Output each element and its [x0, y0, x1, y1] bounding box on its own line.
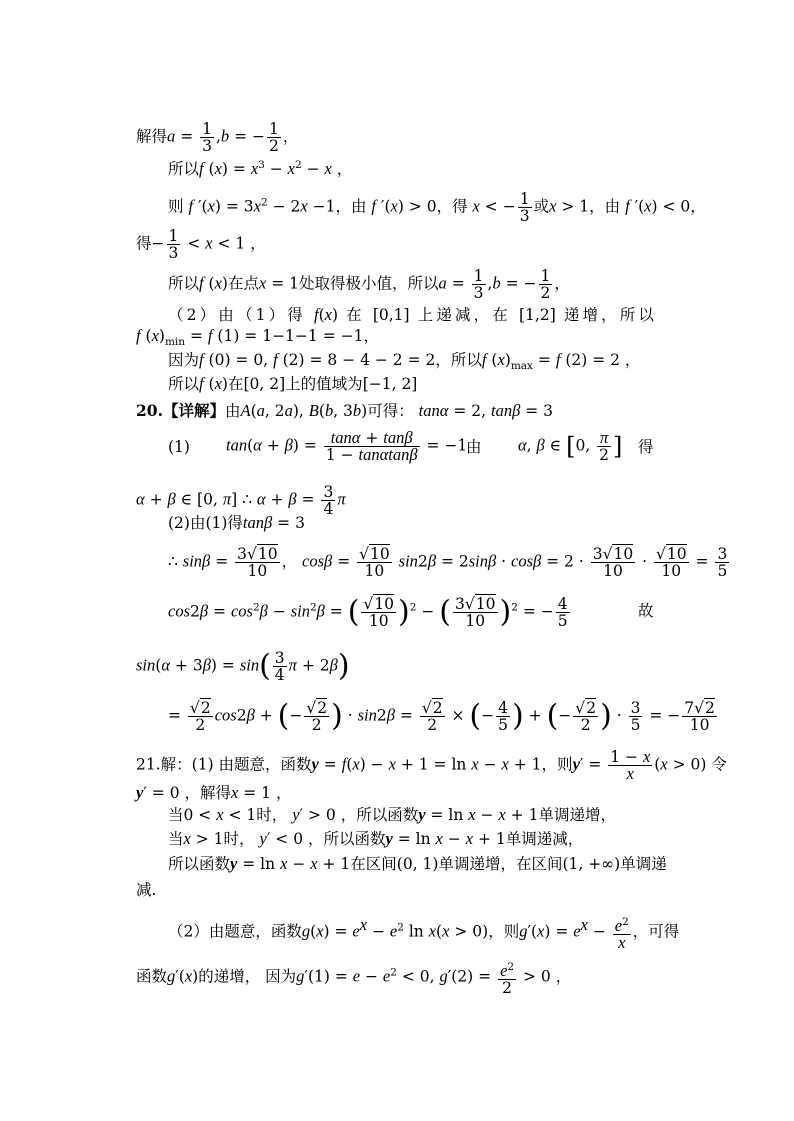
- text: 在点: [227, 274, 259, 293]
- text: 的递增， 因为: [198, 967, 297, 986]
- text: 当: [168, 830, 184, 848]
- text: ，由: [589, 197, 621, 216]
- q21-line3: 当0 < x < 1时， y′ > 0 ，所以函数y = ln x − x + 1单调递增，: [168, 805, 616, 824]
- text: （2）由题意，函数: [168, 922, 302, 941]
- text: 或: [533, 197, 550, 216]
- text: 时，: [223, 830, 255, 848]
- text: 单调递增，: [538, 806, 616, 824]
- text: 处取得极小值，所以: [299, 274, 439, 293]
- text: 则: [168, 197, 184, 216]
- text: 得: [638, 438, 654, 456]
- text: (2)由(1)得: [168, 514, 243, 532]
- text: 单调递减，: [505, 830, 584, 848]
- text: 上的值域为: [285, 375, 363, 393]
- q21-line2: y′ = 0 ，解得x = 1 ，: [136, 783, 292, 802]
- text: 可得：: [367, 402, 414, 420]
- q20-final: = $\frac{√2}{2}$ cos2β + (− $\frac{√2}{2}$ ) · sin2β = $\frac{√2}{2}$ × (− $\frac{4}{5}$ ) + (− $\frac{√2}{2}$ ) · $\frac{3}{5}$ = − $\frac{7√2}{10}$: [168, 698, 715, 734]
- text: 由: [466, 438, 482, 456]
- text: 所以: [168, 160, 200, 179]
- tag: 【详解】: [162, 401, 225, 420]
- text: 在区间: [350, 855, 397, 873]
- q20-range: α, β ∈ [0, $\frac{\pi}{2}$ ]: [518, 428, 623, 464]
- text: ，则: [541, 755, 573, 774]
- text: ，得: [436, 197, 468, 216]
- text: 函数: [136, 967, 168, 986]
- text: 递增，所以: [563, 306, 654, 324]
- line-fx: 所以f $(x) = x^3 - x^2 - x$ ，: [168, 159, 353, 179]
- q21-line4: 当x > 1时， y′ < 0 ，所以函数y = ln x − x + 1单调递减，: [168, 829, 584, 848]
- text: 上递减，在: [417, 306, 511, 324]
- text: （2）由（1）得: [168, 306, 306, 324]
- q20-sin-cos: ∴ sinβ = $\frac{3√10}{10}$ ， cosβ = $\frac{√10}{10}$ sin2β = 2sinβ · cosβ = 2 · $\frac{3√10}{10}$ · $\frac{√10}{10}$ = $\frac{3}{5}$: [168, 545, 728, 580]
- text: ，: [690, 197, 706, 216]
- text: 在: [346, 306, 365, 324]
- text: (1): [168, 438, 190, 456]
- q20-p1-label: [168, 437, 190, 457]
- text: 时，: [256, 806, 288, 824]
- q20-tan-sum: tan(α + β) = $\frac{\tan\alpha + \tan\beta}{1 - \tan\alpha\tan\beta}$ = −1: [226, 428, 468, 464]
- q20-you: [466, 437, 482, 457]
- text: ，由: [335, 197, 367, 216]
- q20-gu: [638, 601, 654, 621]
- q21-line5: 所以函数y = ln x − x + 1在区间(0, 1)单调递增，在区间(1, +∞)单调递: [168, 854, 667, 873]
- text: 减.: [136, 881, 157, 899]
- q20-cos2b: $\cos 2\beta = \cos^2\beta - \sin^2\beta$ = ( $\frac{√10}{10}$ )$^2$ − ( $\frac{3√10}{10}$ )$^2$ = − $\frac{4}{5}$: [168, 594, 568, 630]
- q20-p2-head: (2)由(1)得tanβ = 3: [168, 513, 305, 532]
- text: 得: [136, 234, 152, 253]
- text: 解得: [136, 127, 168, 146]
- text: 令: [711, 755, 727, 774]
- text: 所以: [168, 274, 200, 293]
- question-number: 21.: [136, 755, 161, 774]
- text: 单调递: [620, 855, 667, 873]
- text: 因为: [168, 351, 200, 369]
- line-part2: （2）由（1）得 f(x) 在 [0,1] 上递减，在 [1,2] 递增，所以: [168, 305, 654, 324]
- q20-head: 20.【详解】由A(a, 2a), B(b, 3b)可得： tanα = 2, tanβ = 3: [136, 401, 553, 420]
- line-fmax: 因为f (0) = 0, f (2) = 8 − 4 − 2 = 2，所以f $(x)_{max} = f$ (2) = 2 ，: [168, 350, 641, 373]
- text: ，所以: [435, 351, 482, 369]
- q21-line6: [136, 880, 156, 900]
- text: 在: [227, 375, 244, 393]
- line-fmin: f $(x)_{min} = f$ (1) = 1−1−1 = −1，: [136, 326, 379, 349]
- text: 故: [638, 602, 654, 620]
- text: 当: [168, 806, 184, 824]
- text: 单调递增，在区间: [438, 855, 563, 873]
- line-min: 所以f (x)在点x = 1处取得极小值，所以a = $\frac{1}{3}$ ,b = − $\frac{1}{2}$ ，: [168, 267, 570, 302]
- line-solve-ab: 解得a = $\frac{1}{3}$ ,b = − $\frac{1}{2}$ ，: [136, 120, 299, 155]
- text: 解：(1) 由题意，函数: [160, 755, 312, 774]
- text: 所以: [168, 375, 200, 393]
- q20-sin3b: sin(α + 3β) = sin( $\frac{3}{4}$ π + 2β): [136, 648, 350, 684]
- question-number: 20.: [136, 401, 163, 420]
- q20-de: [638, 437, 654, 457]
- line-interval: 得− $\frac{1}{3}$ < x < 1 ，: [136, 227, 266, 262]
- text: 所以函数: [168, 855, 231, 873]
- line-derivative: 则 f $'(x) = 3x^2 - 2x -1$，由 f ′(x) > 0，得 x < − $\frac{1}{3}$ 或x > 1，由 f ′(x) < 0，: [168, 190, 706, 225]
- text: 由: [224, 402, 241, 420]
- text: ，解得: [184, 784, 231, 802]
- text: ，所以函数: [340, 806, 419, 824]
- q21-line1: 21.解：(1) 由题意，函数y = f(x) − x + 1 = ln x − x + 1，则y′ = $\frac{1 - x}{x}$ (x > 0) 令: [136, 747, 727, 783]
- q21-line7: （2）由题意，函数$g(x) = e^x - e^2$ ln x(x > 0)，则$g'(x) = e^x$ − $\frac{e^2}{x}$ ，可得: [168, 915, 680, 953]
- text: ，则: [488, 922, 520, 941]
- text: ，所以函数: [307, 830, 386, 848]
- text: ，可得: [632, 922, 680, 941]
- line-range: 所以f (x)在[0, 2]上的值域为[−1, 2]: [168, 374, 418, 393]
- q20-result1: α + β ∈ [0, π] ∴ α + β = $\frac{3}{4}$ π: [136, 483, 346, 518]
- q21-line8: 函数g′(x)的递增， 因为$g'(1) = e - e^2 < 0$, g′(2) = $\frac{e^2}{2}$ > 0 ，: [136, 961, 572, 998]
